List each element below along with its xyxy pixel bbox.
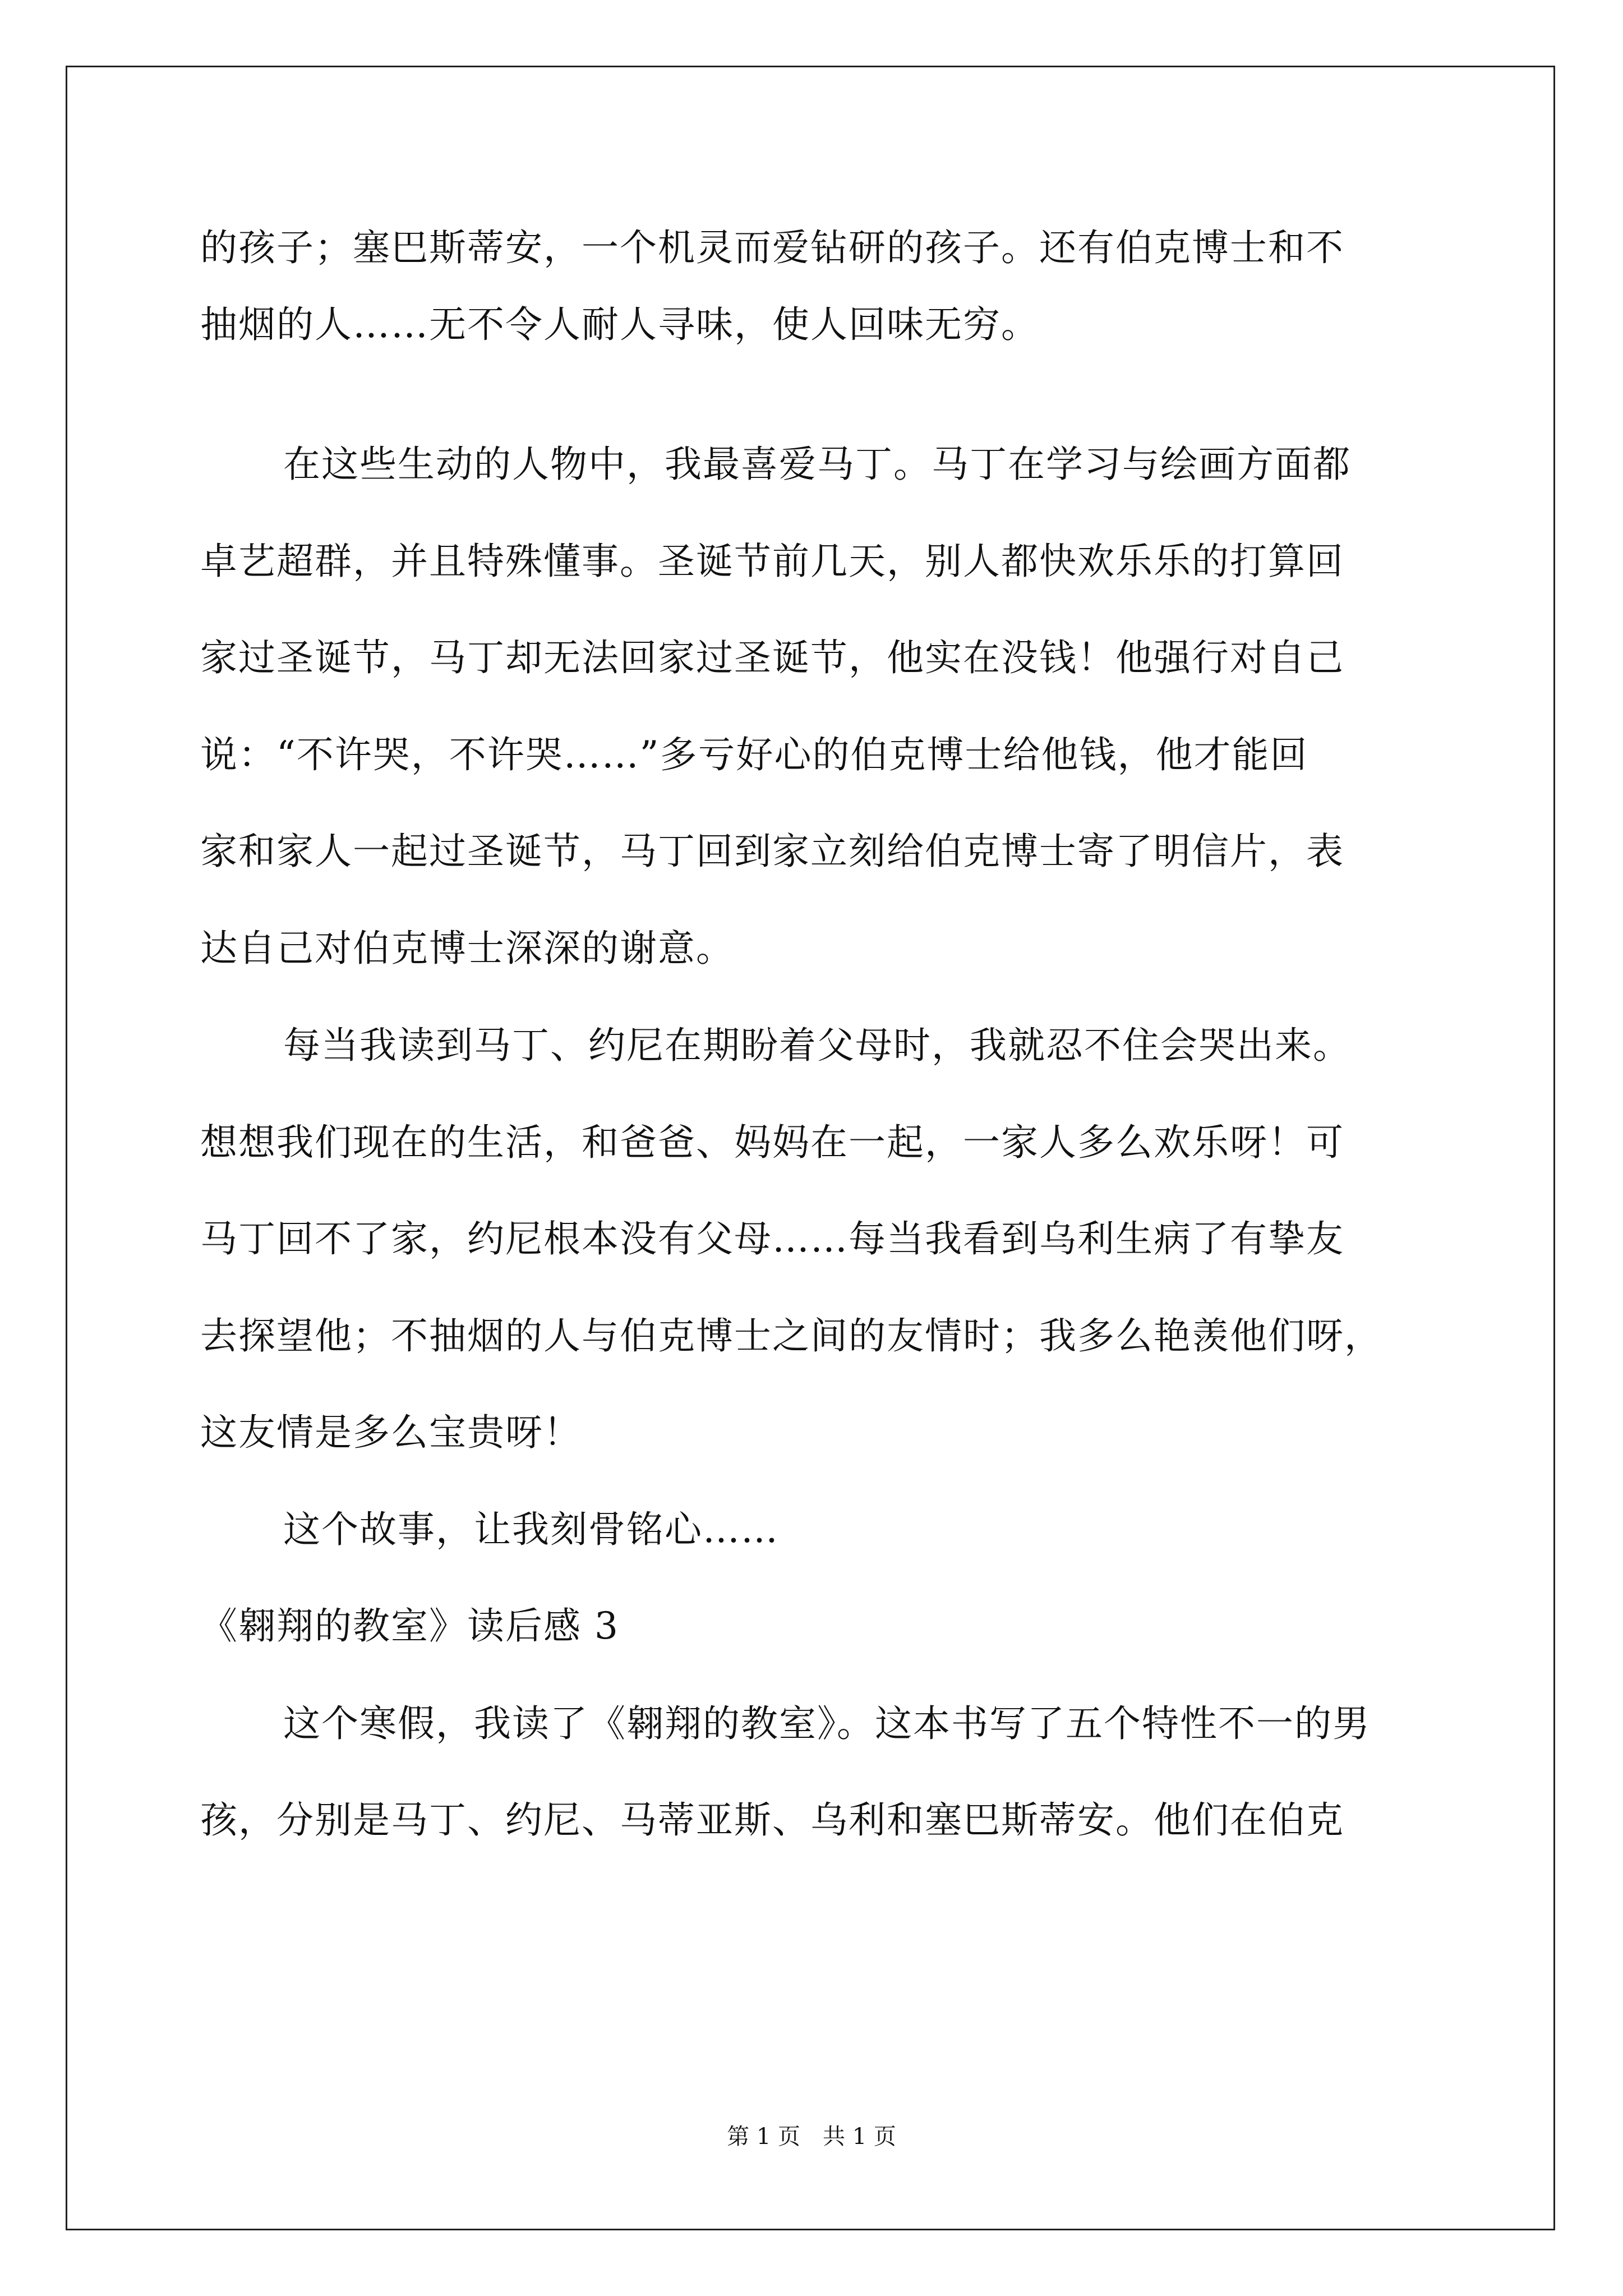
text-line: 这个故事，让我刻骨铭心…… [283,1508,779,1551]
text-line: 说：“不许哭，不许哭……”多亏好心的伯克博士给他钱，他才能回 [200,733,1308,776]
text-line: 想想我们现在的生活，和爸爸、妈妈在一起，一家人多么欢乐呀！可 [200,1121,1344,1164]
text-line: 家和家人一起过圣诞节，马丁回到家立刻给伯克博士寄了明信片，表 [200,830,1344,873]
text-line: 马丁回不了家，约尼根本没有父母……每当我看到乌利生病了有挚友 [200,1217,1344,1260]
page-number-footer: 第 1 页 共 1 页 [727,2124,896,2150]
text-line: 在这些生动的人物中，我最喜爱马丁。马丁在学习与绘画方面都 [283,443,1351,486]
text-line: 抽烟的人……无不令人耐人寻味，使人回味无穷。 [200,303,1039,346]
text-line: 孩，分别是马丁、约尼、马蒂亚斯、乌利和塞巴斯蒂安。他们在伯克 [200,1798,1344,1842]
section-heading: 《翱翔的教室》读后感 3 [200,1604,619,1648]
text-line: 家过圣诞节，马丁却无法回家过圣诞节，他实在没钱！他强行对自己 [200,636,1344,679]
text-line: 这友情是多么宝贵呀！ [200,1411,582,1454]
text-line: 这个寒假，我读了《翱翔的教室》。这本书写了五个特性不一的男 [283,1702,1371,1745]
text-line: 卓艺超群，并且特殊懂事。圣诞节前几天，别人都快欢乐乐的打算回 [200,540,1344,583]
text-line: 达自己对伯克博士深深的谢意。 [200,927,734,970]
text-line: 去探望他；不抽烟的人与伯克博士之间的友情时；我多么艳羡他们呀， [200,1314,1382,1358]
text-line: 每当我读到马丁、约尼在期盼着父母时，我就忍不住会哭出来。 [283,1024,1351,1067]
text-line: 的孩子；塞巴斯蒂安，一个机灵而爱钻研的孩子。还有伯克博士和不 [200,226,1344,269]
